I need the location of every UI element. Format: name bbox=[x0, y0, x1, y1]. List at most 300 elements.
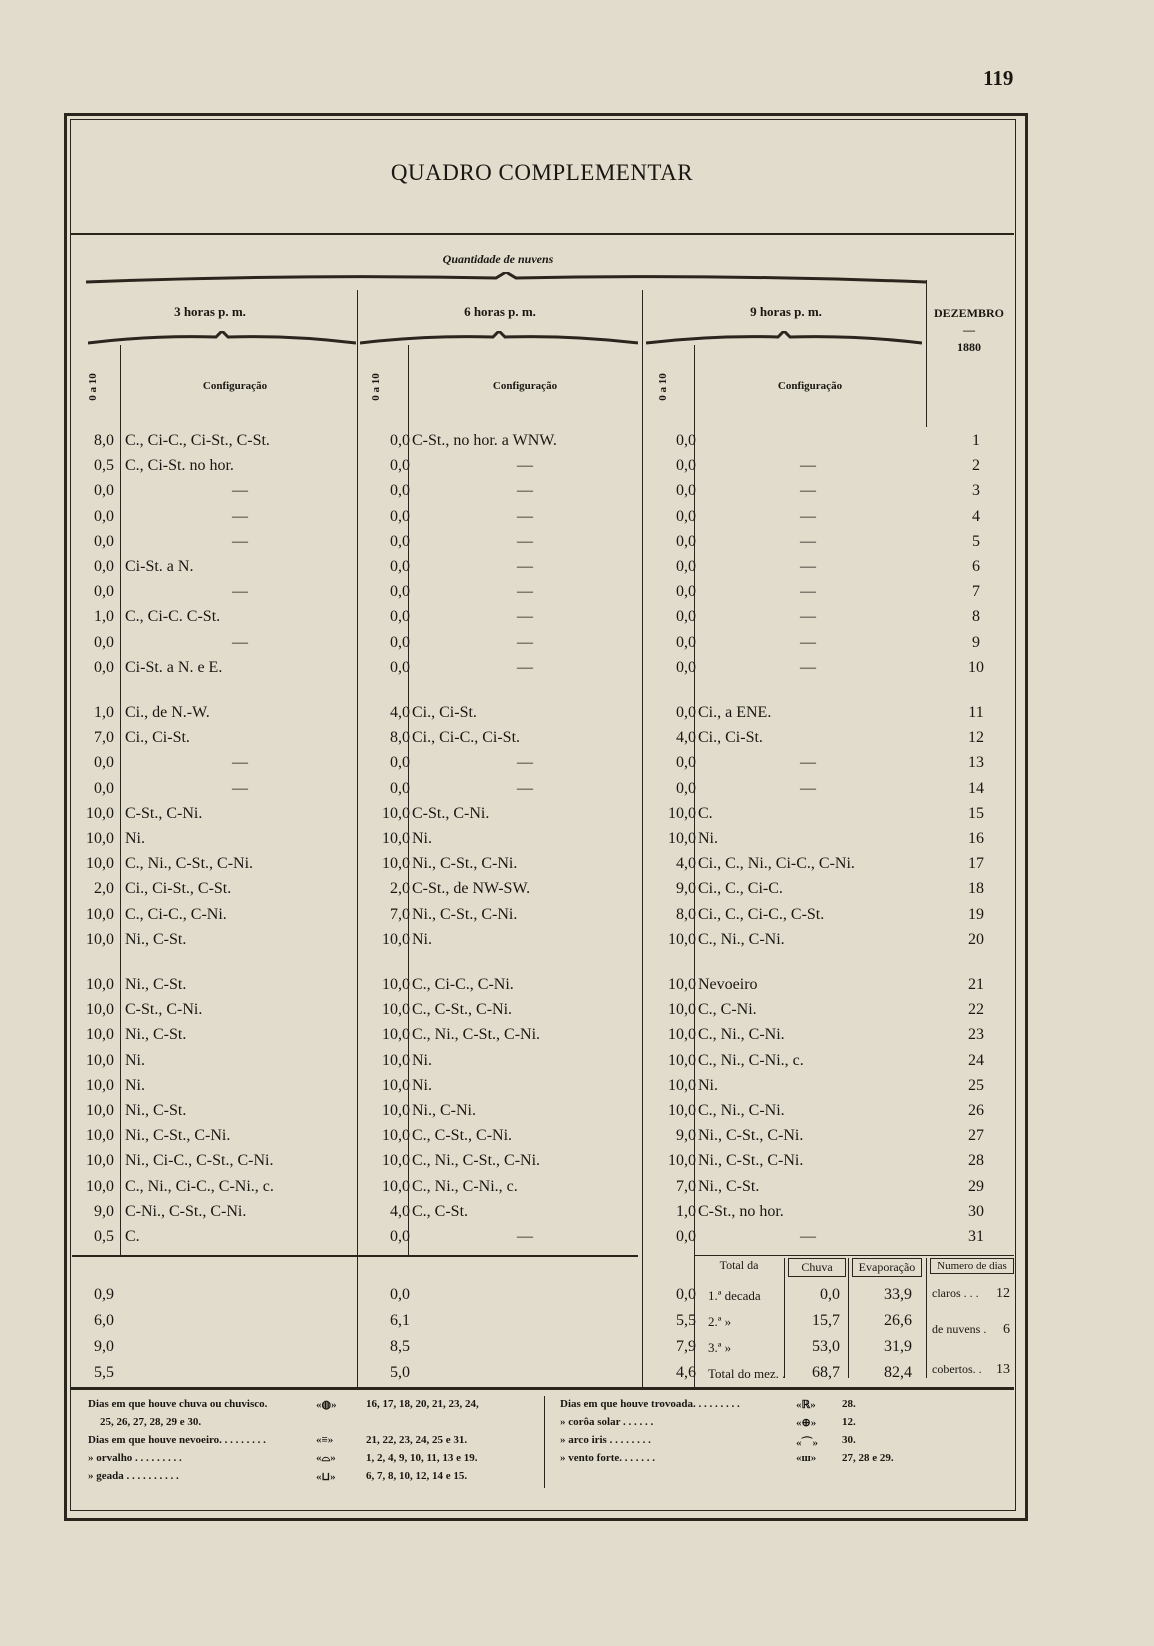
config-6pm: — bbox=[517, 457, 533, 475]
config-6pm: — bbox=[517, 658, 533, 676]
footnote-left-symbol: «⊔» bbox=[316, 1471, 336, 1483]
config-6pm: Ni., C-St., C-Ni. bbox=[412, 905, 518, 923]
config-6pm: C., C-St. bbox=[412, 1202, 469, 1220]
cloud-amount-3pm: 10,0 bbox=[86, 1026, 114, 1044]
footnote-left-days: 6, 7, 8, 10, 12, 14 e 15. bbox=[366, 1470, 468, 1482]
cloud-amount-3pm: 10,0 bbox=[86, 1177, 114, 1195]
cloud-amount-9pm: 0,0 bbox=[676, 1228, 696, 1245]
cloud-amount-6pm: 10,0 bbox=[382, 855, 410, 873]
summary-evap: 82,4 bbox=[884, 1364, 912, 1381]
cloud-amount-9pm: 0,0 bbox=[676, 507, 696, 525]
cloud-amount-6pm: 10,0 bbox=[382, 976, 410, 993]
config-6pm: C., Ni., C-St., C-Ni. bbox=[412, 1026, 541, 1044]
config-9pm: — bbox=[800, 1228, 816, 1245]
cloud-amount-3pm: 10,0 bbox=[86, 1152, 114, 1170]
cloud-amount-9pm: 4,0 bbox=[676, 729, 696, 747]
config-3pm: C., Ni., Ci-C., C-Ni., c. bbox=[125, 1177, 274, 1195]
table-row bbox=[72, 632, 1012, 656]
table-row bbox=[72, 1150, 1012, 1174]
footnote-left-symbol: «⌓» bbox=[316, 1452, 336, 1464]
days-count-label: cobertos. . bbox=[932, 1362, 982, 1376]
config-3pm: Ci-St. a N. e E. bbox=[125, 658, 223, 676]
cloud-amount-3pm: 2,0 bbox=[94, 880, 114, 898]
config-header-2: Configuração bbox=[492, 380, 558, 392]
cloud-amount-6pm: 4,0 bbox=[390, 1202, 410, 1220]
table-row bbox=[72, 727, 1012, 751]
day-number: 4 bbox=[972, 507, 980, 525]
config-3pm: Ni., C-St. bbox=[125, 930, 187, 948]
footnote-left-symbol: «≡» bbox=[316, 1434, 334, 1446]
config-6pm: — bbox=[517, 558, 533, 575]
day-number: 23 bbox=[968, 1026, 984, 1044]
config-9pm: Ni., C-St. bbox=[698, 1177, 760, 1195]
month-dash: — bbox=[963, 323, 975, 337]
config-6pm: Ni., C-St., C-Ni. bbox=[412, 855, 518, 873]
cloud-amount-6pm: 0,0 bbox=[390, 658, 410, 676]
cloud-amount-6pm: 0,0 bbox=[390, 507, 410, 525]
table-row bbox=[72, 1050, 1012, 1074]
footnote-left-label: 25, 26, 27, 28, 29 e 30. bbox=[100, 1416, 202, 1428]
cloud-amount-9pm: 0,0 bbox=[676, 558, 696, 575]
scale-label-3: 0 a 10 bbox=[657, 373, 669, 401]
cloud-amount-9pm: 10,0 bbox=[668, 1102, 696, 1119]
days-count-value: 13 bbox=[996, 1362, 1010, 1377]
summary-9pm: 7,9 bbox=[676, 1338, 696, 1355]
quantity-brace bbox=[86, 272, 926, 286]
config-9pm: Ci., C., Ci-C. bbox=[698, 880, 783, 898]
table-bottom-rule-right bbox=[694, 1255, 1014, 1256]
cloud-amount-9pm: 10,0 bbox=[668, 1152, 696, 1170]
cloud-amount-9pm: 10,0 bbox=[668, 930, 696, 948]
summary-chuva: 53,0 bbox=[812, 1338, 840, 1355]
table-row bbox=[72, 904, 1012, 928]
cloud-amount-9pm: 10,0 bbox=[668, 976, 696, 993]
cloud-amount-3pm: 0,5 bbox=[94, 1228, 114, 1245]
cloud-amount-6pm: 0,0 bbox=[390, 583, 410, 601]
cloud-amount-9pm: 0,0 bbox=[676, 457, 696, 475]
table-row bbox=[72, 480, 1012, 504]
brace-3pm bbox=[88, 331, 356, 345]
day-number: 2 bbox=[972, 457, 980, 475]
table-row bbox=[72, 778, 1012, 802]
summary-evap: 26,6 bbox=[884, 1312, 912, 1329]
day-number: 3 bbox=[972, 482, 980, 500]
config-9pm: — bbox=[800, 583, 816, 601]
cloud-amount-6pm: 2,0 bbox=[390, 880, 410, 898]
config-6pm: Ci., Ci-C., Ci-St. bbox=[412, 729, 521, 747]
config-9pm: Ni. bbox=[698, 1076, 718, 1094]
footnote-rule bbox=[70, 1387, 1014, 1390]
config-9pm: — bbox=[800, 482, 816, 500]
config-6pm: Ni., C-Ni. bbox=[412, 1102, 476, 1119]
cloud-amount-6pm: 10,0 bbox=[382, 1051, 410, 1069]
cloud-amount-6pm: 0,0 bbox=[390, 457, 410, 475]
cloud-amount-3pm: 10,0 bbox=[86, 930, 114, 948]
cloud-amount-9pm: 0,0 bbox=[676, 608, 696, 626]
cloud-amount-3pm: 0,0 bbox=[94, 532, 114, 550]
config-3pm: C. bbox=[125, 1228, 140, 1245]
table-row bbox=[72, 702, 1012, 726]
config-header-1: Configuração bbox=[202, 380, 268, 392]
config-3pm: Ni. bbox=[125, 1051, 145, 1069]
config-9pm: — bbox=[800, 658, 816, 676]
day-number: 15 bbox=[968, 804, 984, 822]
cloud-amount-6pm: 8,0 bbox=[390, 729, 410, 747]
table-row bbox=[72, 1176, 1012, 1200]
config-3pm: C-St., C-Ni. bbox=[125, 1001, 203, 1019]
cloud-amount-6pm: 10,0 bbox=[382, 1102, 410, 1119]
config-6pm: C-St., no hor. a WNW. bbox=[412, 432, 557, 449]
table-row bbox=[72, 1075, 1012, 1099]
cloud-amount-9pm: 0,0 bbox=[676, 583, 696, 601]
days-count-label: de nuvens . bbox=[932, 1322, 987, 1336]
config-6pm: — bbox=[517, 482, 533, 500]
footnote-right-symbol: «⌒» bbox=[796, 1437, 818, 1449]
config-3pm: Ni., Ci-C., C-St., C-Ni. bbox=[125, 1152, 274, 1170]
config-6pm: — bbox=[517, 532, 533, 550]
cloud-amount-3pm: 10,0 bbox=[86, 1001, 114, 1019]
summary-row bbox=[72, 1362, 1012, 1388]
day-number: 13 bbox=[968, 754, 984, 772]
cloud-amount-3pm: 10,0 bbox=[86, 1127, 114, 1145]
summary-row bbox=[72, 1336, 1012, 1362]
footnote-right-label: » arco iris . . . . . . . . bbox=[560, 1434, 651, 1446]
summary-3pm: 6,0 bbox=[94, 1312, 114, 1329]
config-3pm: Ci., Ci-St., C-St. bbox=[125, 880, 232, 898]
cloud-amount-3pm: 10,0 bbox=[86, 1051, 114, 1069]
footnote-left-label: Dias em que houve nevoeiro. . . . . . . . . bbox=[88, 1434, 266, 1446]
summary-3pm: 9,0 bbox=[94, 1338, 114, 1355]
cloud-amount-9pm: 0,0 bbox=[676, 658, 696, 676]
day-number: 18 bbox=[968, 880, 984, 898]
day-number: 16 bbox=[968, 830, 984, 847]
footnote-right-days: 30. bbox=[842, 1434, 856, 1446]
table-row bbox=[72, 606, 1012, 630]
group-9pm: 9 horas p. m. bbox=[750, 304, 822, 319]
cloud-amount-3pm: 0,0 bbox=[94, 754, 114, 772]
config-3pm: C., Ci-C., C-Ni. bbox=[125, 905, 227, 923]
config-9pm: — bbox=[800, 633, 816, 651]
config-6pm: C., Ci-C., C-Ni. bbox=[412, 976, 514, 993]
summary-6pm: 0,0 bbox=[390, 1286, 410, 1303]
year-label: 1880 bbox=[957, 340, 981, 354]
table-row bbox=[72, 1100, 1012, 1124]
config-header-3: Configuração bbox=[777, 380, 843, 392]
config-3pm: C., Ci-C. C-St. bbox=[125, 608, 221, 626]
config-6pm: Ci., Ci-St. bbox=[412, 704, 477, 721]
cloud-amount-6pm: 0,0 bbox=[390, 532, 410, 550]
config-9pm: C-St., no hor. bbox=[698, 1202, 784, 1220]
day-number: 24 bbox=[968, 1051, 984, 1069]
cloud-amount-3pm: 10,0 bbox=[86, 1076, 114, 1094]
days-count-row bbox=[932, 1322, 1012, 1337]
table-row bbox=[72, 929, 1012, 953]
config-6pm: C-St., C-Ni. bbox=[412, 804, 490, 822]
config-3pm: Ni., C-St. bbox=[125, 1026, 187, 1044]
brace-6pm bbox=[360, 331, 638, 345]
config-9pm: Ci., C., Ni., Ci-C., C-Ni. bbox=[698, 855, 855, 873]
config-6pm: C-St., de NW-SW. bbox=[412, 880, 531, 898]
config-6pm: C., C-St., C-Ni. bbox=[412, 1127, 513, 1145]
summary-row bbox=[72, 1284, 1012, 1310]
footnote-left-days: 16, 17, 18, 20, 21, 23, 24, bbox=[366, 1398, 479, 1410]
config-9pm: Ni., C-St., C-Ni. bbox=[698, 1127, 804, 1145]
config-6pm: — bbox=[517, 779, 533, 797]
cloud-amount-9pm: 1,0 bbox=[676, 1202, 696, 1220]
cloud-amount-9pm: 9,0 bbox=[676, 880, 696, 898]
config-3pm: Ni. bbox=[125, 1076, 145, 1094]
config-9pm: — bbox=[800, 608, 816, 626]
cloud-amount-6pm: 10,0 bbox=[382, 804, 410, 822]
table-row bbox=[72, 828, 1012, 852]
cloud-amount-3pm: 0,0 bbox=[94, 482, 114, 500]
cloud-amount-6pm: 0,0 bbox=[390, 558, 410, 575]
cloud-amount-3pm: 10,0 bbox=[86, 804, 114, 822]
config-3pm: — bbox=[232, 754, 248, 772]
config-6pm: — bbox=[517, 608, 533, 626]
footnote-left-label: » orvalho . . . . . . . . . bbox=[88, 1452, 182, 1464]
cloud-amount-6pm: 7,0 bbox=[390, 905, 410, 923]
config-9pm: — bbox=[800, 779, 816, 797]
config-9pm: C., Ni., C-Ni. bbox=[698, 1102, 785, 1119]
table-row bbox=[72, 1024, 1012, 1048]
cloud-amount-3pm: 9,0 bbox=[94, 1202, 114, 1220]
summary-9pm: 5,5 bbox=[676, 1312, 696, 1329]
config-6pm: — bbox=[517, 507, 533, 525]
summary-9pm: 0,0 bbox=[676, 1286, 696, 1303]
day-number: 14 bbox=[968, 779, 984, 797]
config-6pm: — bbox=[517, 1228, 533, 1245]
config-9pm: — bbox=[800, 457, 816, 475]
day-number: 25 bbox=[968, 1076, 984, 1094]
config-9pm: Ci., a ENE. bbox=[698, 704, 772, 721]
table-row bbox=[72, 657, 1012, 681]
summary-label: 2.ª » bbox=[708, 1314, 732, 1329]
config-9pm: C., C-Ni. bbox=[698, 1001, 757, 1019]
cloud-amount-9pm: 0,0 bbox=[676, 779, 696, 797]
month-header bbox=[926, 305, 1012, 356]
cloud-amount-3pm: 10,0 bbox=[86, 976, 114, 993]
days-count-row bbox=[932, 1286, 1012, 1301]
cloud-amount-6pm: 0,0 bbox=[390, 779, 410, 797]
page-number: 119 bbox=[983, 66, 1014, 90]
footnote-right-label: » corôa solar . . . . . . bbox=[560, 1416, 654, 1428]
config-9pm: — bbox=[800, 754, 816, 772]
cloud-amount-3pm: 1,0 bbox=[94, 608, 114, 626]
config-3pm: — bbox=[232, 583, 248, 601]
config-6pm: — bbox=[517, 754, 533, 772]
table-row bbox=[72, 752, 1012, 776]
day-number: 29 bbox=[968, 1177, 984, 1195]
cloud-amount-3pm: 7,0 bbox=[94, 729, 114, 747]
config-9pm: Ni., C-St., C-Ni. bbox=[698, 1152, 804, 1170]
config-3pm: Ni. bbox=[125, 830, 145, 847]
config-3pm: C., Ni., C-St., C-Ni. bbox=[125, 855, 254, 873]
day-number: 20 bbox=[968, 930, 984, 948]
config-3pm: — bbox=[232, 482, 248, 500]
day-number: 8 bbox=[972, 608, 980, 626]
summary-6pm: 8,5 bbox=[390, 1338, 410, 1355]
config-3pm: — bbox=[232, 507, 248, 525]
summary-chuva: 68,7 bbox=[812, 1364, 840, 1381]
days-count-value: 12 bbox=[996, 1286, 1010, 1301]
cloud-amount-9pm: 0,0 bbox=[676, 532, 696, 550]
footnote-left-label: » geada . . . . . . . . . . bbox=[88, 1470, 179, 1482]
footnote-left-label: Dias em que houve chuva ou chuvisco. bbox=[88, 1398, 268, 1410]
table-row bbox=[72, 999, 1012, 1023]
table-row bbox=[72, 853, 1012, 877]
config-9pm: C., Ni., C-Ni., c. bbox=[698, 1051, 804, 1069]
table-row bbox=[72, 531, 1012, 555]
summary-chuva: 15,7 bbox=[812, 1312, 840, 1329]
cloud-amount-6pm: 10,0 bbox=[382, 1152, 410, 1170]
config-3pm: Ci-St. a N. bbox=[125, 558, 194, 575]
config-6pm: Ni. bbox=[412, 930, 432, 948]
footnote-left-days: 1, 2, 4, 9, 10, 11, 13 e 19. bbox=[366, 1452, 478, 1464]
footnote-right-days: 12. bbox=[842, 1416, 856, 1428]
config-9pm: — bbox=[800, 507, 816, 525]
table-row bbox=[72, 430, 1012, 454]
col-rule-6 bbox=[926, 280, 927, 427]
config-3pm: C., Ci-C., Ci-St., C-St. bbox=[125, 432, 270, 449]
config-9pm: Ni. bbox=[698, 830, 718, 847]
summary-header-dias: Numero de dias bbox=[930, 1258, 1014, 1274]
cloud-amount-9pm: 10,0 bbox=[668, 830, 696, 847]
cloud-amount-6pm: 0,0 bbox=[390, 482, 410, 500]
config-9pm: C., Ni., C-Ni. bbox=[698, 930, 785, 948]
cloud-amount-6pm: 10,0 bbox=[382, 1127, 410, 1145]
summary-evap: 33,9 bbox=[884, 1286, 912, 1303]
summary-6pm: 6,1 bbox=[390, 1312, 410, 1329]
summary-label: 1.ª decada bbox=[708, 1288, 761, 1303]
table-row bbox=[72, 506, 1012, 530]
table-row bbox=[72, 974, 1012, 998]
cloud-amount-9pm: 7,0 bbox=[676, 1177, 696, 1195]
days-count-row bbox=[932, 1362, 1012, 1377]
brace-9pm bbox=[646, 331, 922, 345]
config-3pm: Ni., C-St., C-Ni. bbox=[125, 1127, 231, 1145]
cloud-amount-9pm: 10,0 bbox=[668, 1001, 696, 1019]
config-9pm: — bbox=[800, 558, 816, 575]
footnote-right-symbol: «ℝ» bbox=[796, 1399, 816, 1411]
day-number: 21 bbox=[968, 976, 984, 993]
day-number: 6 bbox=[972, 558, 980, 575]
day-number: 17 bbox=[968, 855, 984, 873]
footnote-left-days: 21, 22, 23, 24, 25 e 31. bbox=[366, 1434, 468, 1446]
cloud-amount-6pm: 0,0 bbox=[390, 432, 410, 449]
config-6pm: Ni. bbox=[412, 1076, 432, 1094]
day-number: 12 bbox=[968, 729, 984, 747]
summary-header-evap: Evaporação bbox=[852, 1258, 922, 1277]
cloud-amount-3pm: 0,0 bbox=[94, 633, 114, 651]
config-9pm: C. bbox=[698, 804, 713, 822]
cloud-amount-6pm: 0,0 bbox=[390, 754, 410, 772]
table-row bbox=[72, 455, 1012, 479]
config-9pm: Ci., Ci-St. bbox=[698, 729, 763, 747]
day-number: 30 bbox=[968, 1202, 984, 1220]
summary-9pm: 4,6 bbox=[676, 1364, 696, 1381]
cloud-amount-3pm: 0,0 bbox=[94, 658, 114, 676]
table-bottom-rule-left bbox=[72, 1255, 638, 1257]
group-3pm: 3 horas p. m. bbox=[174, 304, 246, 319]
day-number: 7 bbox=[972, 583, 980, 601]
config-3pm: — bbox=[232, 633, 248, 651]
config-6pm: Ni. bbox=[412, 1051, 432, 1069]
config-6pm: — bbox=[517, 633, 533, 651]
config-3pm: Ni., C-St. bbox=[125, 976, 187, 993]
cloud-amount-9pm: 0,0 bbox=[676, 432, 696, 449]
config-9pm: C., Ni., C-Ni. bbox=[698, 1026, 785, 1044]
day-number: 19 bbox=[968, 905, 984, 923]
table-row bbox=[72, 803, 1012, 827]
summary-chuva: 0,0 bbox=[820, 1286, 840, 1303]
cloud-amount-6pm: 4,0 bbox=[390, 704, 410, 721]
day-number: 28 bbox=[968, 1152, 984, 1170]
table-row bbox=[72, 878, 1012, 902]
cloud-amount-3pm: 0,0 bbox=[94, 779, 114, 797]
cloud-amount-3pm: 0,5 bbox=[94, 457, 114, 475]
config-3pm: Ni., C-St. bbox=[125, 1102, 187, 1119]
footnote-right-days: 27, 28 e 29. bbox=[842, 1452, 894, 1464]
day-number: 27 bbox=[968, 1127, 984, 1145]
footnote-divider bbox=[544, 1396, 545, 1488]
table-row bbox=[72, 1226, 1012, 1250]
cloud-amount-3pm: 10,0 bbox=[86, 905, 114, 923]
page-title: QUADRO COMPLEMENTAR bbox=[390, 160, 694, 185]
cloud-amount-3pm: 10,0 bbox=[86, 1102, 114, 1119]
config-3pm: Ci., Ci-St. bbox=[125, 729, 190, 747]
summary-header-total: Total da bbox=[719, 1258, 759, 1272]
day-number: 9 bbox=[972, 633, 980, 651]
day-number: 31 bbox=[968, 1228, 984, 1245]
cloud-amount-6pm: 0,0 bbox=[390, 633, 410, 651]
day-number: 22 bbox=[968, 1001, 984, 1019]
cloud-amount-9pm: 0,0 bbox=[676, 482, 696, 500]
summary-6pm: 5,0 bbox=[390, 1364, 410, 1381]
footnote-right-symbol: «⊕» bbox=[796, 1417, 817, 1429]
config-9pm: — bbox=[800, 532, 816, 550]
config-3pm: — bbox=[232, 532, 248, 550]
cloud-amount-3pm: 0,0 bbox=[94, 558, 114, 575]
cloud-amount-9pm: 4,0 bbox=[676, 855, 696, 873]
cloud-amount-6pm: 10,0 bbox=[382, 1076, 410, 1094]
summary-row bbox=[72, 1310, 1012, 1336]
cloud-amount-6pm: 10,0 bbox=[382, 830, 410, 847]
cloud-amount-9pm: 0,0 bbox=[676, 633, 696, 651]
cloud-amount-3pm: 1,0 bbox=[94, 704, 114, 721]
config-9pm: Nevoeiro bbox=[698, 976, 758, 993]
days-count-label: claros . . . bbox=[932, 1286, 979, 1300]
config-3pm: C-Ni., C-St., C-Ni. bbox=[125, 1202, 247, 1220]
summary-evap: 31,9 bbox=[884, 1338, 912, 1355]
table-row bbox=[72, 1125, 1012, 1149]
cloud-amount-9pm: 10,0 bbox=[668, 804, 696, 822]
cloud-amount-6pm: 10,0 bbox=[382, 1026, 410, 1044]
cloud-amount-3pm: 10,0 bbox=[86, 855, 114, 873]
config-9pm: Ci., C., Ci-C., C-St. bbox=[698, 905, 825, 923]
cloud-amount-6pm: 10,0 bbox=[382, 930, 410, 948]
cloud-amount-9pm: 10,0 bbox=[668, 1076, 696, 1094]
cloud-amount-9pm: 10,0 bbox=[668, 1026, 696, 1044]
summary-3pm: 5,5 bbox=[94, 1364, 114, 1381]
scale-label-1: 0 a 10 bbox=[87, 373, 99, 401]
footnote-right-label: Dias em que houve trovoada. . . . . . . . . bbox=[560, 1398, 740, 1410]
month-label: DEZEMBRO bbox=[933, 306, 1004, 320]
day-number: 1 bbox=[972, 432, 980, 449]
config-3pm: C-St., C-Ni. bbox=[125, 804, 203, 822]
cloud-amount-6pm: 0,0 bbox=[390, 608, 410, 626]
config-6pm: C., C-St., C-Ni. bbox=[412, 1001, 513, 1019]
